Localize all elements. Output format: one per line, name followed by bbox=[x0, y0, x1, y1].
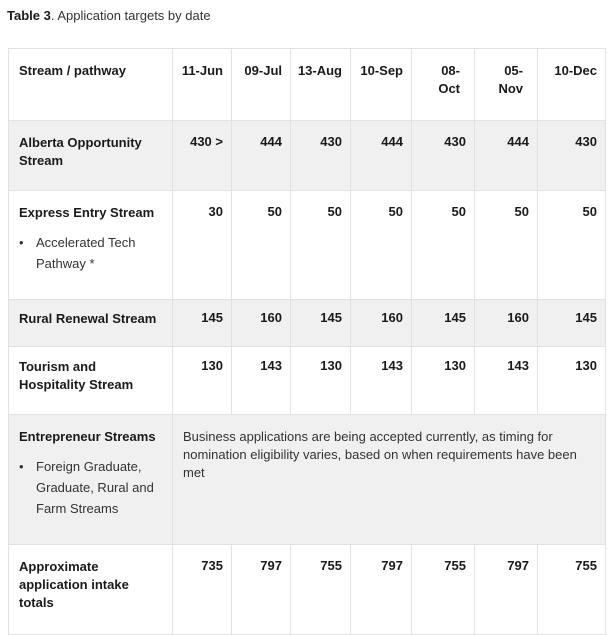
table-cell: 430 bbox=[538, 121, 606, 191]
header-date: 05-Nov bbox=[475, 49, 538, 121]
table-cell: 50 bbox=[475, 191, 538, 300]
table-cell: 797 bbox=[232, 545, 291, 635]
caption-label: Table 3 bbox=[7, 8, 51, 23]
table-cell: 130 bbox=[412, 347, 475, 415]
row-label-cell bbox=[9, 415, 173, 545]
table-cell: 143 bbox=[351, 347, 412, 415]
table-cell: 430 bbox=[412, 121, 475, 191]
bullet-icon: • bbox=[19, 235, 24, 250]
table-cell: 50 bbox=[232, 191, 291, 300]
table-cell: 145 bbox=[173, 300, 232, 347]
row-label: Rural Renewal Stream bbox=[9, 300, 173, 347]
table-cell: 50 bbox=[412, 191, 475, 300]
table-cell: 145 bbox=[538, 300, 606, 347]
header-date: 09-Jul bbox=[232, 49, 291, 121]
table-row bbox=[9, 415, 606, 545]
row-label-cell bbox=[9, 191, 173, 300]
table-cell: 130 bbox=[538, 347, 606, 415]
header-date: 10-Dec bbox=[538, 49, 606, 121]
sub-item bbox=[19, 456, 164, 519]
table-row bbox=[9, 191, 606, 300]
table-row bbox=[9, 545, 606, 635]
row-label: Alberta Opportunity Stream bbox=[9, 121, 173, 191]
table-cell: 430 > bbox=[173, 121, 232, 191]
header-date: 08-Oct bbox=[412, 49, 475, 121]
entrepreneur-note: Business applications are being accepted currently, as timing for nomination eligibility varies, based on when requirements have been met bbox=[173, 415, 606, 545]
table-cell: 755 bbox=[291, 545, 351, 635]
table-cell: 143 bbox=[475, 347, 538, 415]
table-cell: 160 bbox=[475, 300, 538, 347]
application-targets-table bbox=[8, 48, 606, 635]
sub-item-label: Foreign Graduate, Graduate, Rural and Farm Streams bbox=[36, 459, 154, 516]
row-label: Tourism and Hospitality Stream bbox=[9, 347, 173, 415]
table-cell: 430 bbox=[291, 121, 351, 191]
bullet-icon: • bbox=[19, 459, 24, 474]
table-cell: 444 bbox=[232, 121, 291, 191]
table-cell: 30 bbox=[173, 191, 232, 300]
table-cell: 130 bbox=[173, 347, 232, 415]
row-label: Entrepreneur Streams bbox=[19, 429, 156, 444]
header-row bbox=[9, 49, 606, 121]
header-stream: Stream / pathway bbox=[9, 49, 173, 121]
table-cell: 797 bbox=[351, 545, 412, 635]
table-row bbox=[9, 347, 606, 415]
table-caption bbox=[7, 8, 211, 23]
table-cell: 160 bbox=[351, 300, 412, 347]
table-cell: 50 bbox=[291, 191, 351, 300]
table-cell: 444 bbox=[475, 121, 538, 191]
table-cell: 50 bbox=[538, 191, 606, 300]
row-label: Approximate application intake totals bbox=[9, 545, 173, 635]
table-cell: 797 bbox=[475, 545, 538, 635]
table-row bbox=[9, 300, 606, 347]
header-date: 11-Jun bbox=[173, 49, 232, 121]
table-cell: 160 bbox=[232, 300, 291, 347]
sub-item bbox=[19, 232, 164, 274]
caption-text: . Application targets by date bbox=[50, 8, 211, 23]
table-cell: 755 bbox=[538, 545, 606, 635]
table-cell: 130 bbox=[291, 347, 351, 415]
table-cell: 735 bbox=[173, 545, 232, 635]
header-date: 10-Sep bbox=[351, 49, 412, 121]
table-row bbox=[9, 121, 606, 191]
table-cell: 145 bbox=[291, 300, 351, 347]
table-cell: 444 bbox=[351, 121, 412, 191]
table-cell: 50 bbox=[351, 191, 412, 300]
header-date: 13-Aug bbox=[291, 49, 351, 121]
table-cell: 145 bbox=[412, 300, 475, 347]
table-cell: 143 bbox=[232, 347, 291, 415]
sub-item-label: Accelerated Tech Pathway * bbox=[36, 235, 136, 271]
table-cell: 755 bbox=[412, 545, 475, 635]
row-label: Express Entry Stream bbox=[19, 205, 155, 220]
